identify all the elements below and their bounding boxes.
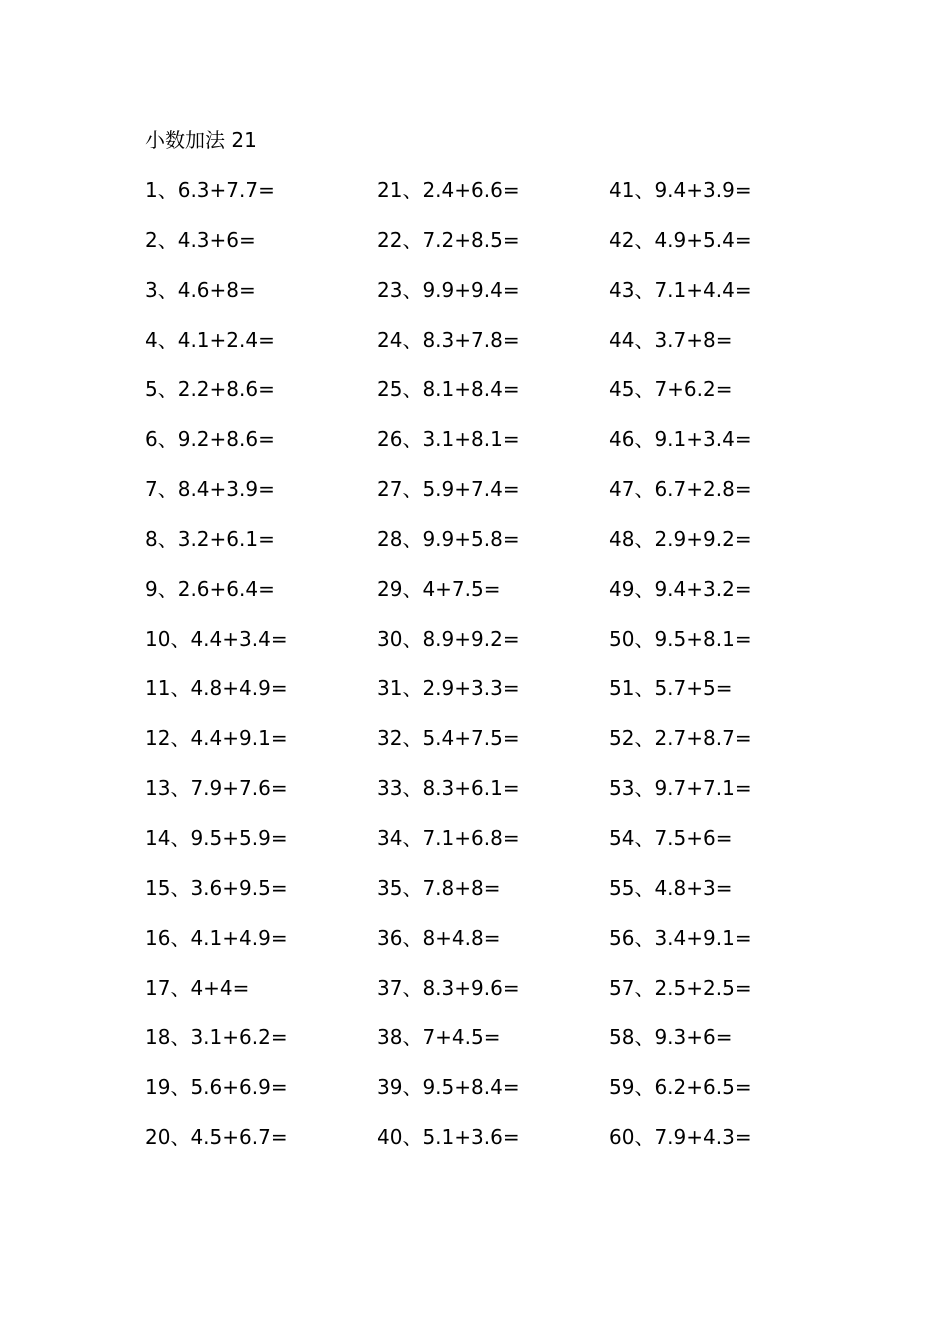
problem-item: 58、9.3+6= [609,1025,733,1050]
problem-item: 12、4.4+9.1= [145,726,288,751]
problem-item: 36、8+4.8= [377,925,501,950]
problem-item: 16、4.1+4.9= [145,925,288,950]
problem-item: 57、2.5+2.5= [609,975,752,1000]
problem-item: 53、9.7+7.1= [609,776,752,801]
problem-item: 39、9.5+8.4= [377,1075,520,1100]
problem-item: 52、2.7+8.7= [609,726,752,751]
problem-item: 50、9.5+8.1= [609,626,752,651]
problem-item: 42、4.9+5.4= [609,227,752,252]
problem-item: 26、3.1+8.1= [377,427,520,452]
problem-item: 8、3.2+6.1= [145,526,275,551]
problem-item: 44、3.7+8= [609,327,733,352]
problem-item: 22、7.2+8.5= [377,227,520,252]
problem-item: 29、4+7.5= [377,576,501,601]
problem-item: 59、6.2+6.5= [609,1075,752,1100]
problem-item: 1、6.3+7.7= [145,178,275,202]
problem-item: 48、2.9+9.2= [609,526,752,551]
worksheet-title: 小数加法 21 [145,128,257,152]
problem-item: 55、4.8+3= [609,875,733,900]
problem-item: 34、7.1+6.8= [377,825,520,850]
problem-item: 6、9.2+8.6= [145,427,275,452]
problem-item: 9、2.6+6.4= [145,576,275,601]
problem-item: 38、7+4.5= [377,1025,501,1050]
problem-item: 15、3.6+9.5= [145,875,288,900]
problem-item: 19、5.6+6.9= [145,1075,288,1100]
problem-item: 4、4.1+2.4= [145,327,275,352]
problem-item: 49、9.4+3.2= [609,576,752,601]
problem-item: 24、8.3+7.8= [377,327,520,352]
problem-item: 13、7.9+7.6= [145,776,288,801]
problem-item: 17、4+4= [145,975,250,1000]
problem-item: 14、9.5+5.9= [145,825,288,850]
problem-column-1 [145,176,365,1173]
problem-item: 40、5.1+3.6= [377,1125,520,1150]
problem-item: 28、9.9+5.8= [377,526,520,551]
problem-column-2 [377,176,597,1173]
problem-item: 56、3.4+9.1= [609,925,752,950]
problem-item: 5、2.2+8.6= [145,377,275,402]
problem-column-3 [609,176,829,1173]
problem-item: 46、9.1+3.4= [609,427,752,452]
problem-item: 2、4.3+6= [145,227,256,252]
problem-item: 31、2.9+3.3= [377,676,520,701]
problem-item: 30、8.9+9.2= [377,626,520,651]
problem-item: 23、9.9+9.4= [377,277,520,302]
problem-item: 32、5.4+7.5= [377,726,520,751]
problem-item: 35、7.8+8= [377,875,501,900]
problem-item: 60、7.9+4.3= [609,1125,752,1150]
problem-item: 21、2.4+6.6= [377,178,520,202]
problem-item: 51、5.7+5= [609,676,733,701]
problem-item: 54、7.5+6= [609,825,733,850]
problem-item: 11、4.8+4.9= [145,676,288,701]
problem-item: 37、8.3+9.6= [377,975,520,1000]
problem-item: 27、5.9+7.4= [377,477,520,502]
problem-item: 45、7+6.2= [609,377,733,402]
problem-item: 41、9.4+3.9= [609,178,752,202]
problem-item: 25、8.1+8.4= [377,377,520,402]
problem-item: 33、8.3+6.1= [377,776,520,801]
problem-item: 20、4.5+6.7= [145,1125,288,1150]
problem-item: 7、8.4+3.9= [145,477,275,502]
problem-item: 47、6.7+2.8= [609,477,752,502]
problem-item: 10、4.4+3.4= [145,626,288,651]
problem-item: 3、4.6+8= [145,277,256,302]
problem-item: 43、7.1+4.4= [609,277,752,302]
problem-item: 18、3.1+6.2= [145,1025,288,1050]
